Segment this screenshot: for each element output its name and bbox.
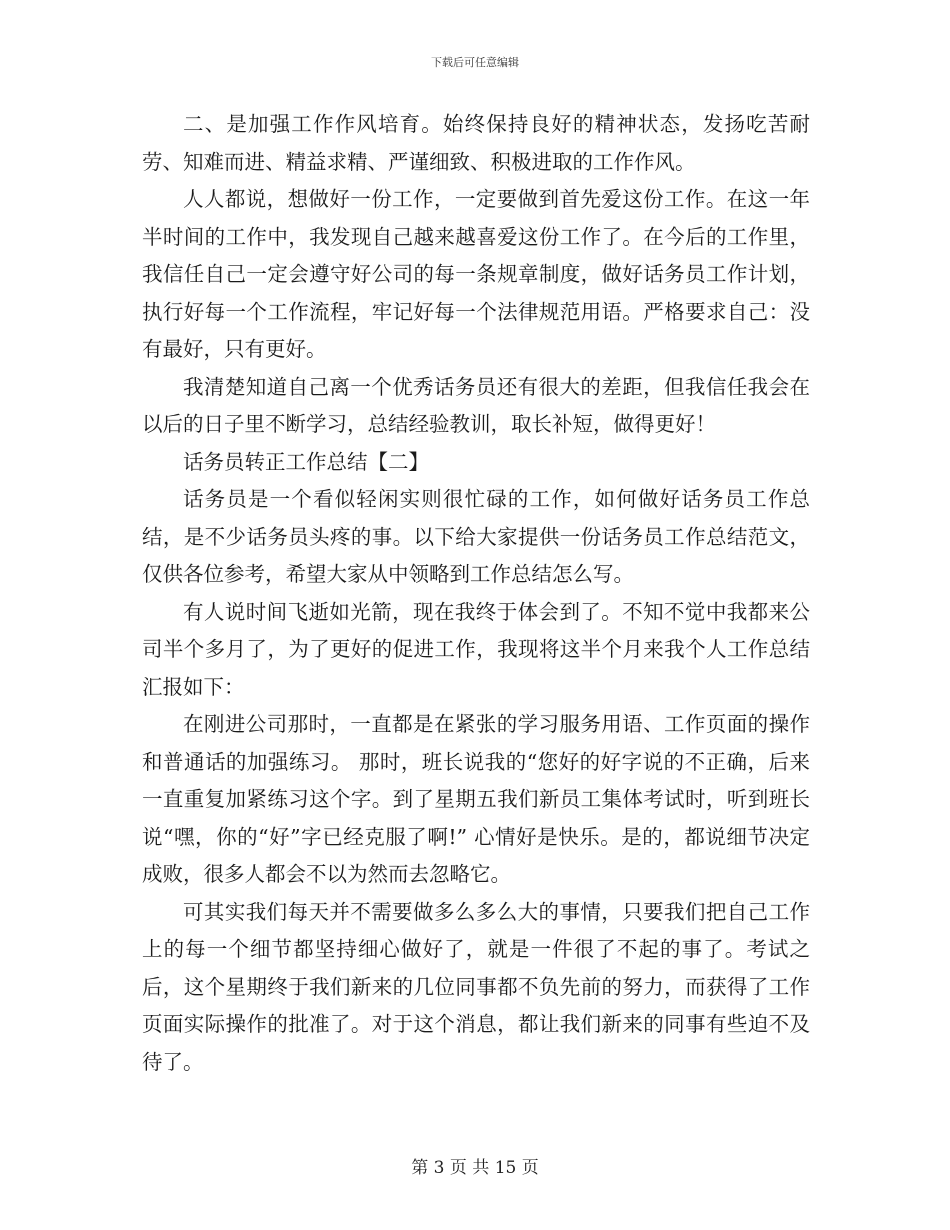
paragraph: 话务员是一个看似轻闲实则很忙碌的工作，如何做好话务员工作总结，是不少话务员头疼的事。以下给大家提供一份话务员工作总结范文，仅供各位参考，希望大家从中领略到工作总结怎么写。 [142,487,810,586]
document-body [142,106,810,1081]
paragraph: 我清楚知道自己离一个优秀话务员还有很大的差距，但我信任我会在以后的日子里不断学习，总结经验教训，取长补短，做得更好！ [142,374,810,436]
paragraph: 在刚进公司那时，一直都是在紧张的学习服务用语、工作页面的操作和普通话的加强练习。 那时，班长说我的“您好的好字说的不正确，后来一直重复加紧练习这个字。到了星期五我们新员工集体考试时，听到班长说“嘿，你的“好”字已经克服了啊!” 心情好是快乐。是的，都说细节决定成败，很多人都会不以为然而去忽略它。 [142,712,810,886]
paragraph: 人人都说，想做好一份工作，一定要做到首先爱这份工作。在这一年半时间的工作中，我发现自己越来越喜爱这份工作了。在今后的工作里，我信任自己一定会遵守好公司的每一条规章制度，做好话务员工作计划，执行好每一个工作流程，牢记好每一个法律规范用语。严格要求自己：没有最好，只有更好。 [142,187,810,361]
paragraph: 有人说时间飞逝如光箭，现在我终于体会到了。不知不觉中我都来公司半个多月了，为了更好的促进工作，我现将这半个月来我个人工作总结汇报如下： [142,599,810,699]
page-header: 下载后可任意编辑 [431,56,519,69]
page-number: 第 3 页 共 15 页 [411,1158,539,1178]
paragraph: 可其实我们每天并不需要做多么多么大的事情，只要我们把自己工作上的每一个细节都坚持细心做好了，就是一件很了不起的事了。考试之后，这个星期终于我们新来的几位同事都不负先前的努力，而获得了工作页面实际操作的批准了。对于这个消息，都让我们新来的同事有些迫不及待了。 [142,899,810,1074]
paragraph: 二、是加强工作作风培育。始终保持良好的精神状态，发扬吃苦耐劳、知难而进、精益求精、严谨细致、积极进取的工作作风。 [142,112,810,174]
section-heading: 话务员转正工作总结【二】 [183,449,429,474]
